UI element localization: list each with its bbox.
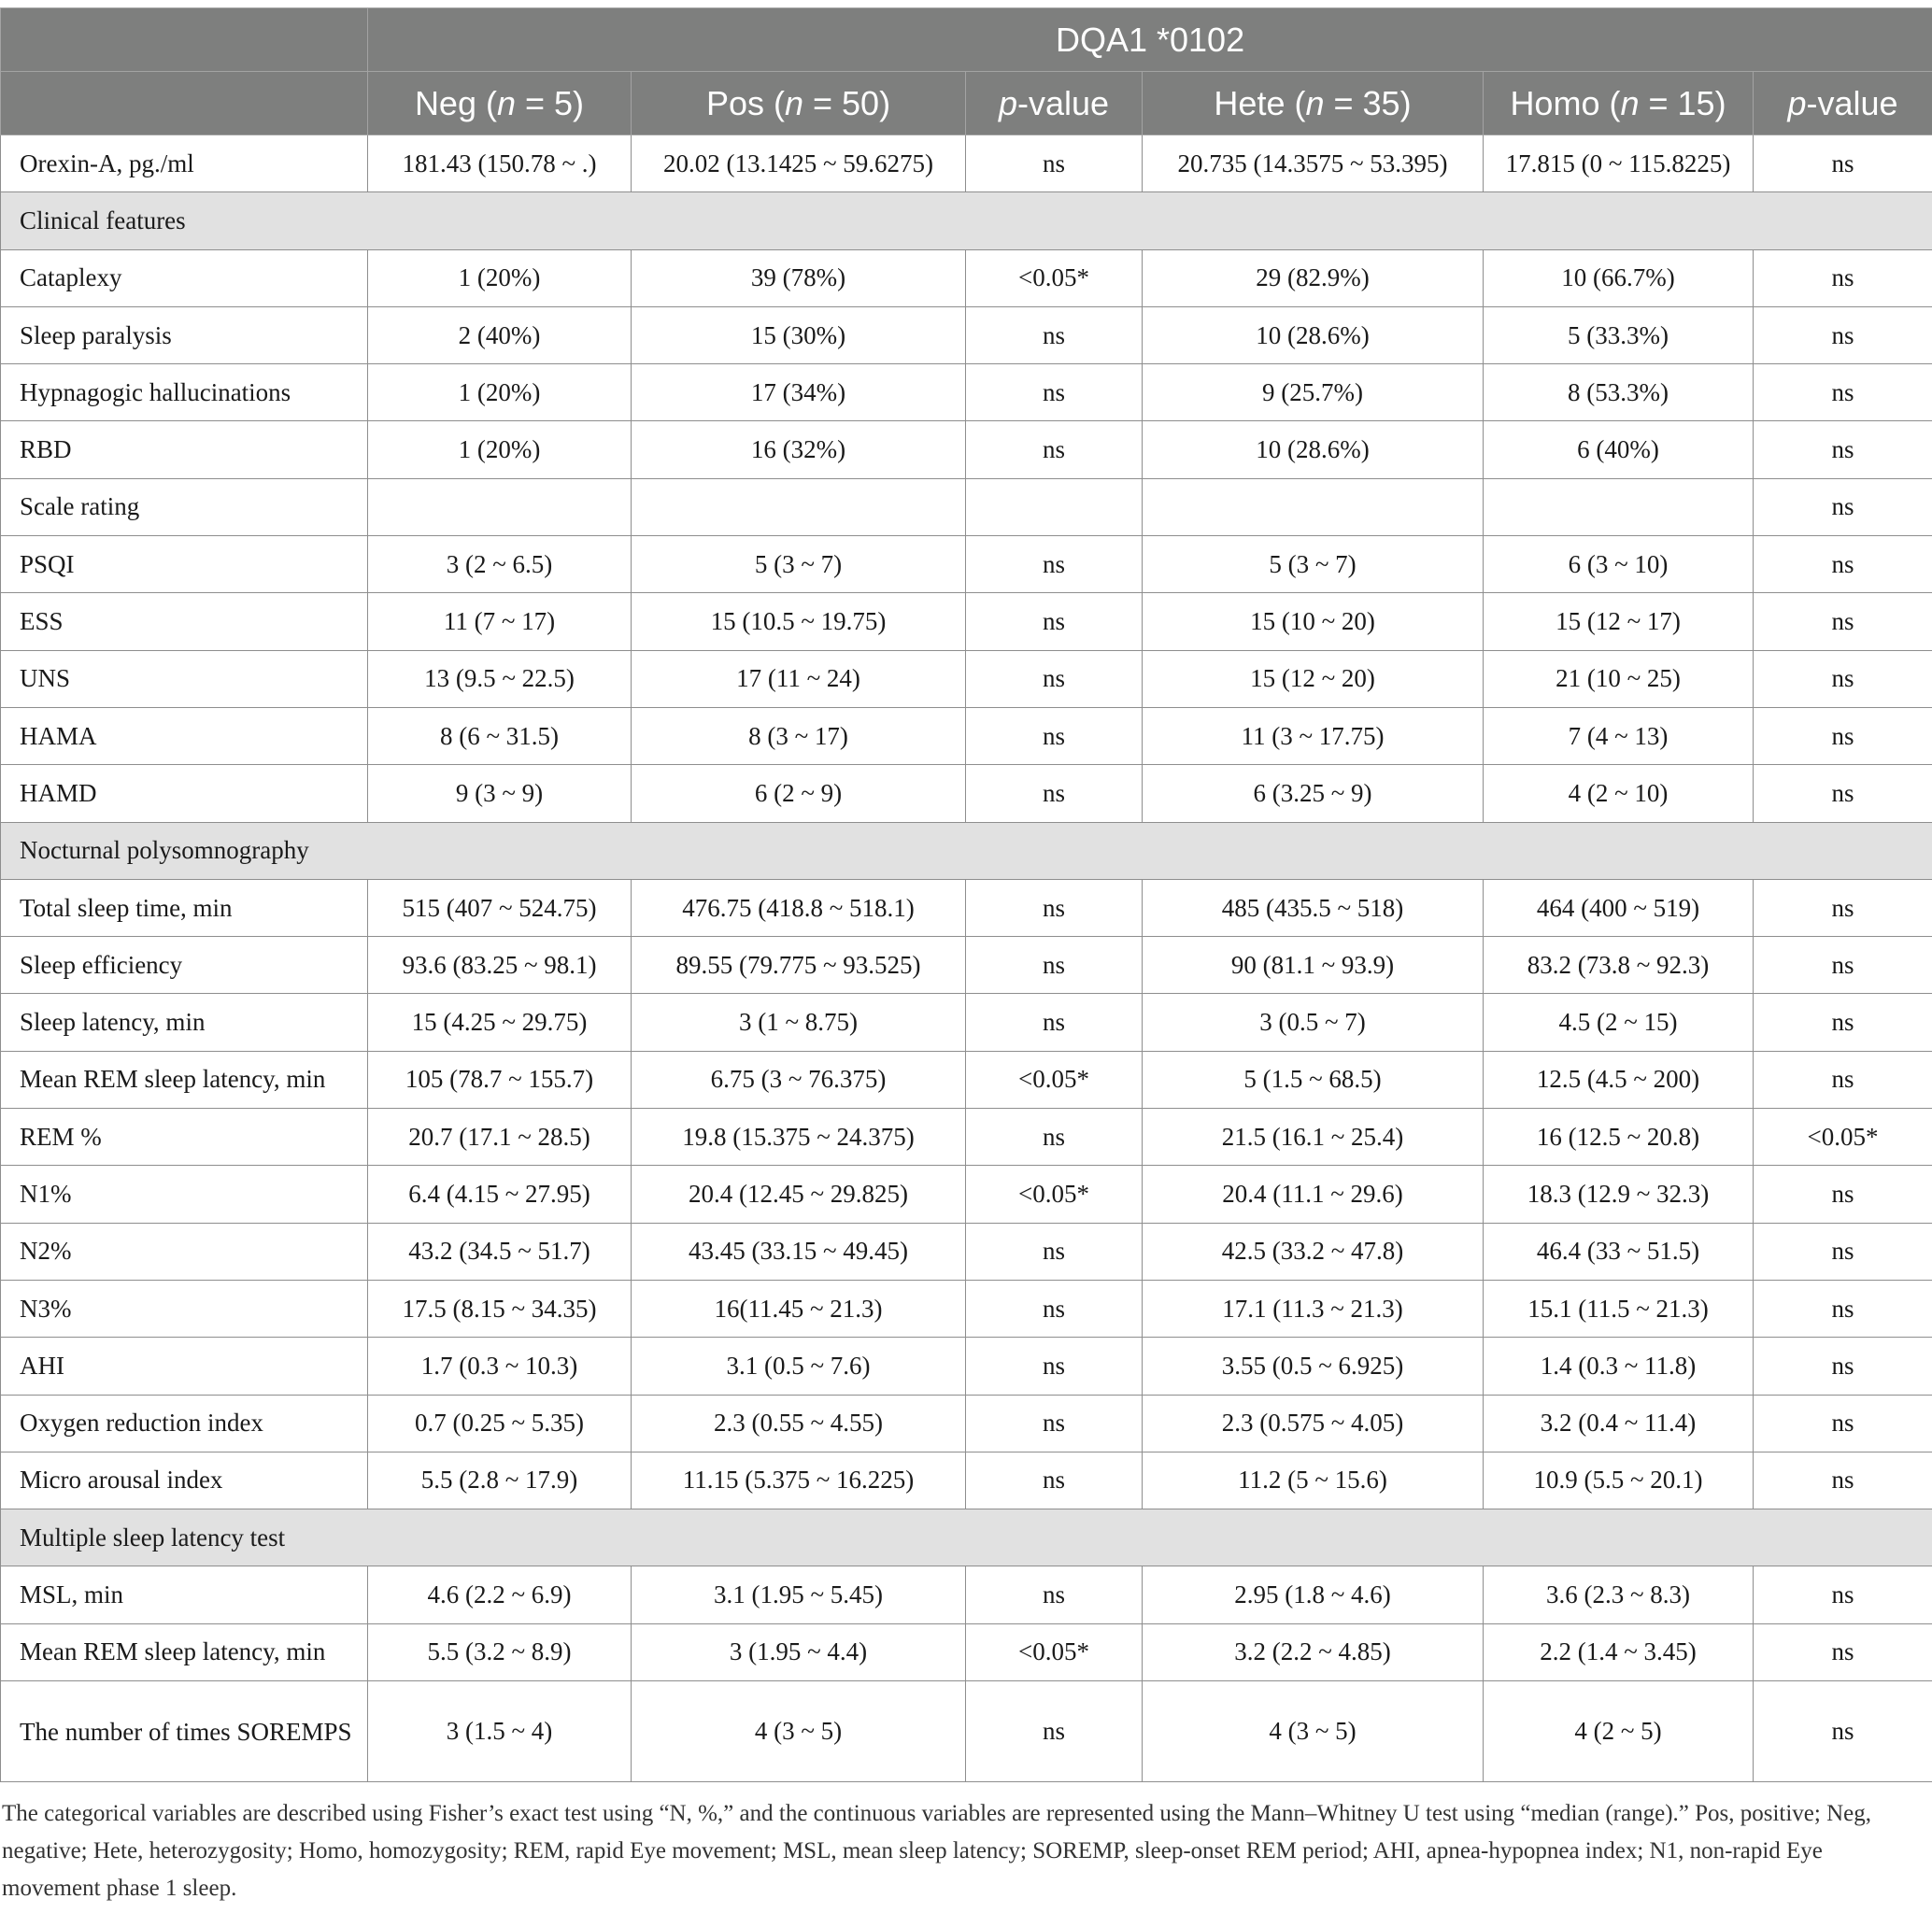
cell-p-value-2: ns — [1754, 1623, 1932, 1680]
cell-neg: 5.5 (2.8 ~ 17.9) — [368, 1452, 632, 1509]
cell-p-value-1: ns — [966, 135, 1143, 192]
cell-hete: 15 (12 ~ 20) — [1143, 650, 1484, 707]
cell-p-value-2: ns — [1754, 765, 1932, 822]
cell-p-value-1: ns — [966, 306, 1143, 363]
cell-homo: 16 (12.5 ~ 20.8) — [1484, 1109, 1754, 1166]
cell-p-value-2: ns — [1754, 1395, 1932, 1452]
table-footnote: The categorical variables are described using Fisher’s exact test using “N, %,” and the continuous variables are represented using the Mann–Whitney U test using “median (range).” Pos, positive; Neg, negative; Hete, heterozygosity; Homo, homozygosity; REM, rapid Eye movement; MSL, mean sleep latency; SOREMP, sleep-onset REM period; AHI, apnea-hypopnea index; N1, non-rapid Eye movement phase 1 sleep. — [2, 1801, 1872, 1902]
cell-neg: 11 (7 ~ 17) — [368, 593, 632, 650]
cell-p-value-2: ns — [1754, 421, 1932, 478]
cell-homo: 12.5 (4.5 ~ 200) — [1484, 1051, 1754, 1108]
cell-neg — [368, 478, 632, 535]
cell-pos: 20.4 (12.45 ~ 29.825) — [632, 1166, 966, 1223]
table-row — [1, 1623, 1932, 1680]
cell-p-value-1: ns — [966, 1109, 1143, 1166]
row-label: Micro arousal index — [1, 1452, 368, 1509]
table-row — [1, 1280, 1932, 1337]
cell-p-value-1: ns — [966, 1338, 1143, 1395]
table-body — [1, 135, 1932, 1782]
cell-pos: 89.55 (79.775 ~ 93.525) — [632, 937, 966, 994]
cell-hete: 4 (3 ~ 5) — [1143, 1681, 1484, 1782]
cell-hete: 15 (10 ~ 20) — [1143, 593, 1484, 650]
row-label: Orexin-A, pg./ml — [1, 135, 368, 192]
cell-homo: 1.4 (0.3 ~ 11.8) — [1484, 1338, 1754, 1395]
cell-p-value-1: <0.05* — [966, 1623, 1143, 1680]
cell-pos: 2.3 (0.55 ~ 4.55) — [632, 1395, 966, 1452]
cell-hete: 6 (3.25 ~ 9) — [1143, 765, 1484, 822]
column-header-p-value-1: p-value — [966, 72, 1143, 135]
cell-neg: 93.6 (83.25 ~ 98.1) — [368, 937, 632, 994]
cell-p-value-2: ns — [1754, 593, 1932, 650]
table-row — [1, 478, 1932, 535]
column-header-p-value-2: p-value — [1754, 72, 1932, 135]
cell-hete: 10 (28.6%) — [1143, 306, 1484, 363]
cell-hete: 11 (3 ~ 17.75) — [1143, 707, 1484, 764]
row-label: Sleep paralysis — [1, 306, 368, 363]
cell-p-value-2: ns — [1754, 364, 1932, 421]
cell-p-value-1: ns — [966, 1566, 1143, 1623]
section-row — [1, 822, 1932, 879]
cell-neg: 3 (2 ~ 6.5) — [368, 536, 632, 593]
cell-homo: 7 (4 ~ 13) — [1484, 707, 1754, 764]
cell-hete: 2.3 (0.575 ~ 4.05) — [1143, 1395, 1484, 1452]
row-label: Cataplexy — [1, 249, 368, 306]
cell-pos — [632, 478, 966, 535]
table-row — [1, 1223, 1932, 1280]
section-label: Clinical features — [1, 192, 1932, 249]
cell-p-value-2: ns — [1754, 306, 1932, 363]
results-table — [0, 7, 1932, 1782]
cell-pos: 3 (1 ~ 8.75) — [632, 994, 966, 1051]
cell-neg: 2 (40%) — [368, 306, 632, 363]
cell-neg: 1 (20%) — [368, 421, 632, 478]
cell-p-value-1: ns — [966, 937, 1143, 994]
cell-hete: 11.2 (5 ~ 15.6) — [1143, 1452, 1484, 1509]
row-label: MSL, min — [1, 1566, 368, 1623]
row-label: Scale rating — [1, 478, 368, 535]
row-label: Sleep latency, min — [1, 994, 368, 1051]
row-label: Mean REM sleep latency, min — [1, 1623, 368, 1680]
cell-homo: 3.2 (0.4 ~ 11.4) — [1484, 1395, 1754, 1452]
cell-homo: 15 (12 ~ 17) — [1484, 593, 1754, 650]
table-row — [1, 1681, 1932, 1782]
cell-homo: 10.9 (5.5 ~ 20.1) — [1484, 1452, 1754, 1509]
table-row — [1, 421, 1932, 478]
table-row — [1, 135, 1932, 192]
cell-pos: 6 (2 ~ 9) — [632, 765, 966, 822]
section-row — [1, 1509, 1932, 1566]
cell-p-value-1: ns — [966, 879, 1143, 936]
cell-p-value-1: ns — [966, 1280, 1143, 1337]
cell-p-value-2: ns — [1754, 879, 1932, 936]
cell-hete: 9 (25.7%) — [1143, 364, 1484, 421]
cell-pos: 15 (10.5 ~ 19.75) — [632, 593, 966, 650]
cell-pos: 5 (3 ~ 7) — [632, 536, 966, 593]
row-label: Total sleep time, min — [1, 879, 368, 936]
cell-hete: 29 (82.9%) — [1143, 249, 1484, 306]
cell-pos: 16(11.45 ~ 21.3) — [632, 1280, 966, 1337]
cell-p-value-1: ns — [966, 536, 1143, 593]
column-header-hete: Hete (n = 35) — [1143, 72, 1484, 135]
cell-neg: 0.7 (0.25 ~ 5.35) — [368, 1395, 632, 1452]
table-row — [1, 937, 1932, 994]
table-row — [1, 994, 1932, 1051]
cell-p-value-1: <0.05* — [966, 249, 1143, 306]
row-label: REM % — [1, 1109, 368, 1166]
cell-p-value-1: ns — [966, 364, 1143, 421]
cell-pos: 17 (11 ~ 24) — [632, 650, 966, 707]
cell-pos: 19.8 (15.375 ~ 24.375) — [632, 1109, 966, 1166]
cell-p-value-2: ns — [1754, 1452, 1932, 1509]
cell-homo: 5 (33.3%) — [1484, 306, 1754, 363]
cell-p-value-1: <0.05* — [966, 1166, 1143, 1223]
header-row-group — [1, 8, 1932, 72]
row-label: Hypnagogic hallucinations — [1, 364, 368, 421]
cell-neg: 17.5 (8.15 ~ 34.35) — [368, 1280, 632, 1337]
cell-p-value-2: ns — [1754, 1338, 1932, 1395]
cell-p-value-2: ns — [1754, 1166, 1932, 1223]
cell-p-value-2: ns — [1754, 1223, 1932, 1280]
cell-hete — [1143, 478, 1484, 535]
cell-neg: 4.6 (2.2 ~ 6.9) — [368, 1566, 632, 1623]
cell-p-value-2: ns — [1754, 707, 1932, 764]
row-label: N3% — [1, 1280, 368, 1337]
cell-p-value-1: <0.05* — [966, 1051, 1143, 1108]
row-label: RBD — [1, 421, 368, 478]
cell-homo: 17.815 (0 ~ 115.8225) — [1484, 135, 1754, 192]
cell-homo: 4.5 (2 ~ 15) — [1484, 994, 1754, 1051]
row-label: The number of times SOREMPS — [1, 1681, 368, 1782]
table-row — [1, 1166, 1932, 1223]
cell-p-value-2: ns — [1754, 478, 1932, 535]
row-label: HAMD — [1, 765, 368, 822]
table-row — [1, 1452, 1932, 1509]
cell-pos: 6.75 (3 ~ 76.375) — [632, 1051, 966, 1108]
cell-homo: 15.1 (11.5 ~ 21.3) — [1484, 1280, 1754, 1337]
cell-hete: 3.2 (2.2 ~ 4.85) — [1143, 1623, 1484, 1680]
table-row — [1, 650, 1932, 707]
row-label: PSQI — [1, 536, 368, 593]
cell-p-value-2: ns — [1754, 650, 1932, 707]
cell-p-value-2: ns — [1754, 1566, 1932, 1623]
cell-p-value-1: ns — [966, 1681, 1143, 1782]
cell-homo: 6 (40%) — [1484, 421, 1754, 478]
cell-p-value-2: ns — [1754, 135, 1932, 192]
cell-neg: 1 (20%) — [368, 364, 632, 421]
cell-p-value-1 — [966, 478, 1143, 535]
table-row — [1, 879, 1932, 936]
group-header: DQA1 *0102 — [368, 8, 1932, 72]
cell-pos: 43.45 (33.15 ~ 49.45) — [632, 1223, 966, 1280]
cell-p-value-1: ns — [966, 650, 1143, 707]
cell-hete: 2.95 (1.8 ~ 4.6) — [1143, 1566, 1484, 1623]
cell-p-value-1: ns — [966, 1395, 1143, 1452]
cell-hete: 5 (3 ~ 7) — [1143, 536, 1484, 593]
cell-hete: 90 (81.1 ~ 93.9) — [1143, 937, 1484, 994]
cell-neg: 515 (407 ~ 524.75) — [368, 879, 632, 936]
cell-hete: 20.735 (14.3575 ~ 53.395) — [1143, 135, 1484, 192]
cell-homo: 2.2 (1.4 ~ 3.45) — [1484, 1623, 1754, 1680]
cell-neg: 3 (1.5 ~ 4) — [368, 1681, 632, 1782]
column-header-neg: Neg (n = 5) — [368, 72, 632, 135]
column-header-pos: Pos (n = 50) — [632, 72, 966, 135]
table-row — [1, 1109, 1932, 1166]
cell-homo: 21 (10 ~ 25) — [1484, 650, 1754, 707]
cell-homo: 6 (3 ~ 10) — [1484, 536, 1754, 593]
row-label: N1% — [1, 1166, 368, 1223]
row-label: Oxygen reduction index — [1, 1395, 368, 1452]
section-row — [1, 192, 1932, 249]
table-row — [1, 364, 1932, 421]
cell-homo: 83.2 (73.8 ~ 92.3) — [1484, 937, 1754, 994]
cell-hete: 20.4 (11.1 ~ 29.6) — [1143, 1166, 1484, 1223]
cell-p-value-1: ns — [966, 994, 1143, 1051]
row-label: N2% — [1, 1223, 368, 1280]
cell-homo: 3.6 (2.3 ~ 8.3) — [1484, 1566, 1754, 1623]
cell-hete: 10 (28.6%) — [1143, 421, 1484, 478]
row-label: HAMA — [1, 707, 368, 764]
cell-homo: 18.3 (12.9 ~ 32.3) — [1484, 1166, 1754, 1223]
table-row — [1, 306, 1932, 363]
cell-pos: 3 (1.95 ~ 4.4) — [632, 1623, 966, 1680]
table-row — [1, 1395, 1932, 1452]
cell-neg: 8 (6 ~ 31.5) — [368, 707, 632, 764]
cell-homo — [1484, 478, 1754, 535]
cell-p-value-1: ns — [966, 421, 1143, 478]
cell-p-value-2: ns — [1754, 994, 1932, 1051]
cell-neg: 181.43 (150.78 ~ .) — [368, 135, 632, 192]
cell-p-value-1: ns — [966, 1452, 1143, 1509]
table-row — [1, 707, 1932, 764]
cell-neg: 15 (4.25 ~ 29.75) — [368, 994, 632, 1051]
table-row — [1, 1338, 1932, 1395]
cell-neg: 43.2 (34.5 ~ 51.7) — [368, 1223, 632, 1280]
cell-pos: 8 (3 ~ 17) — [632, 707, 966, 764]
row-label: UNS — [1, 650, 368, 707]
cell-pos: 3.1 (0.5 ~ 7.6) — [632, 1338, 966, 1395]
cell-pos: 20.02 (13.1425 ~ 59.6275) — [632, 135, 966, 192]
section-label: Nocturnal polysomnography — [1, 822, 1932, 879]
table-row — [1, 249, 1932, 306]
cell-neg: 5.5 (3.2 ~ 8.9) — [368, 1623, 632, 1680]
row-label: Mean REM sleep latency, min — [1, 1051, 368, 1108]
section-label: Multiple sleep latency test — [1, 1509, 1932, 1566]
cell-pos: 39 (78%) — [632, 249, 966, 306]
cell-pos: 17 (34%) — [632, 364, 966, 421]
cell-p-value-2: ns — [1754, 937, 1932, 994]
cell-hete: 3.55 (0.5 ~ 6.925) — [1143, 1338, 1484, 1395]
header-corner-lower — [1, 72, 368, 135]
cell-neg: 20.7 (17.1 ~ 28.5) — [368, 1109, 632, 1166]
cell-p-value-1: ns — [966, 1223, 1143, 1280]
cell-neg: 1 (20%) — [368, 249, 632, 306]
cell-p-value-1: ns — [966, 765, 1143, 822]
header-corner — [1, 8, 368, 72]
cell-pos: 4 (3 ~ 5) — [632, 1681, 966, 1782]
table-row — [1, 1566, 1932, 1623]
cell-neg: 9 (3 ~ 9) — [368, 765, 632, 822]
cell-pos: 11.15 (5.375 ~ 16.225) — [632, 1452, 966, 1509]
cell-neg: 1.7 (0.3 ~ 10.3) — [368, 1338, 632, 1395]
cell-neg: 6.4 (4.15 ~ 27.95) — [368, 1166, 632, 1223]
cell-pos: 3.1 (1.95 ~ 5.45) — [632, 1566, 966, 1623]
header-row-columns — [1, 72, 1932, 135]
cell-p-value-1: ns — [966, 707, 1143, 764]
cell-pos: 476.75 (418.8 ~ 518.1) — [632, 879, 966, 936]
cell-neg: 105 (78.7 ~ 155.7) — [368, 1051, 632, 1108]
row-label: Sleep efficiency — [1, 937, 368, 994]
cell-p-value-2: ns — [1754, 536, 1932, 593]
cell-homo: 464 (400 ~ 519) — [1484, 879, 1754, 936]
cell-hete: 485 (435.5 ~ 518) — [1143, 879, 1484, 936]
cell-hete: 21.5 (16.1 ~ 25.4) — [1143, 1109, 1484, 1166]
cell-homo: 4 (2 ~ 5) — [1484, 1681, 1754, 1782]
cell-hete: 3 (0.5 ~ 7) — [1143, 994, 1484, 1051]
cell-homo: 46.4 (33 ~ 51.5) — [1484, 1223, 1754, 1280]
row-label: ESS — [1, 593, 368, 650]
cell-hete: 5 (1.5 ~ 68.5) — [1143, 1051, 1484, 1108]
cell-p-value-1: ns — [966, 593, 1143, 650]
cell-p-value-2: ns — [1754, 1051, 1932, 1108]
cell-homo: 4 (2 ~ 10) — [1484, 765, 1754, 822]
table-row — [1, 536, 1932, 593]
cell-p-value-2: ns — [1754, 249, 1932, 306]
table-row — [1, 593, 1932, 650]
cell-homo: 10 (66.7%) — [1484, 249, 1754, 306]
column-header-homo: Homo (n = 15) — [1484, 72, 1754, 135]
cell-homo: 8 (53.3%) — [1484, 364, 1754, 421]
table-row — [1, 1051, 1932, 1108]
cell-p-value-2: ns — [1754, 1681, 1932, 1782]
cell-hete: 42.5 (33.2 ~ 47.8) — [1143, 1223, 1484, 1280]
cell-pos: 15 (30%) — [632, 306, 966, 363]
table-figure — [0, 7, 1932, 1907]
row-label: AHI — [1, 1338, 368, 1395]
cell-p-value-2: <0.05* — [1754, 1109, 1932, 1166]
cell-hete: 17.1 (11.3 ~ 21.3) — [1143, 1280, 1484, 1337]
cell-pos: 16 (32%) — [632, 421, 966, 478]
table-row — [1, 765, 1932, 822]
cell-neg: 13 (9.5 ~ 22.5) — [368, 650, 632, 707]
cell-p-value-2: ns — [1754, 1280, 1932, 1337]
